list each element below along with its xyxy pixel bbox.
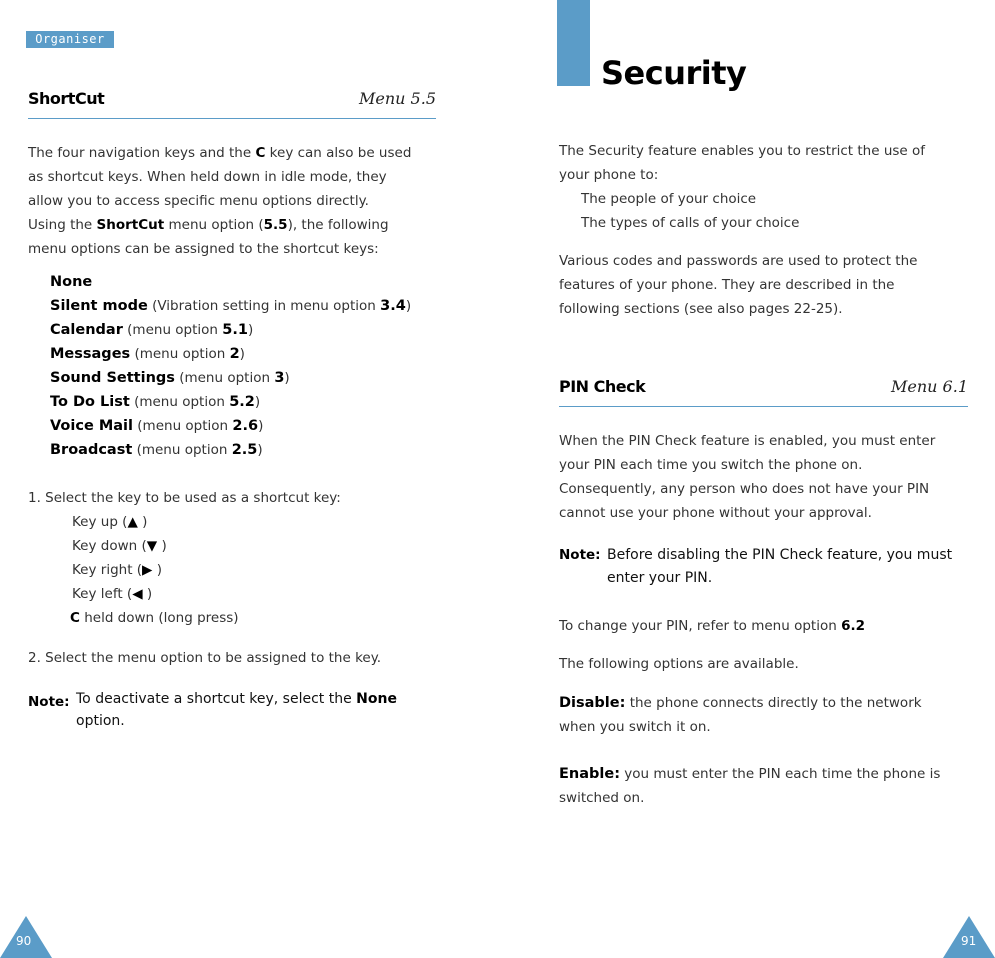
option-sound-settings: Sound Settings (menu option 3) [50, 370, 290, 386]
security-title: Security [601, 54, 747, 92]
option-silent-mode: Silent mode (Vibration setting in menu option 3.4) [50, 298, 412, 314]
right-note-line-1: Before disabling the PIN Check feature, you must [607, 547, 953, 563]
shortcut-rule [28, 118, 436, 119]
disable-option: Disable: the phone connects directly to the network [559, 695, 922, 711]
option-broadcast: Broadcast (menu option 2.5) [50, 442, 263, 458]
shortcut-title: ShortCut [28, 89, 105, 108]
left-note-line-1: To deactivate a shortcut key, select the None [76, 691, 397, 707]
shortcut-menu-ref: Menu 5.5 [359, 89, 436, 108]
change-pin-text: To change your PIN, refer to menu option 6.2 [559, 618, 865, 634]
option-messages: Messages (menu option 2) [50, 346, 245, 362]
left-note-line-2: option. [76, 713, 125, 729]
pin-desc-line-3: Consequently, any person who does not have your PIN [559, 481, 930, 497]
enable-option: Enable: you must enter the PIN each time the phone is [559, 766, 941, 782]
key-right: Key right (▶ ) [72, 562, 162, 578]
title-accent-bar [557, 0, 590, 86]
codes-line-1: Various codes and passwords are used to protect the [559, 253, 918, 269]
option-none: None [50, 274, 93, 290]
arrow-right-icon: ▶ [142, 562, 153, 578]
pin-desc-line-4: cannot use your phone without your approval. [559, 505, 872, 521]
option-to-do-list: To Do List (menu option 5.2) [50, 394, 261, 410]
step-1: 1. Select the key to be used as a shortcut key: [28, 490, 341, 506]
page-number-right: 91 [961, 934, 977, 948]
pin-check-description [559, 433, 935, 529]
right-note-label: Note: [559, 547, 601, 563]
option-calendar: Calendar (menu option 5.1) [50, 322, 254, 338]
enable-option-line-2: switched on. [559, 790, 645, 806]
options-available-text: The following options are available. [559, 656, 799, 672]
codes-line-3: following sections (see also pages 22-25). [559, 301, 843, 317]
intro-line-5: menu options can be assigned to the shortcut keys: [28, 241, 379, 257]
intro-line-4: Using the ShortCut menu option (5.5), the following [28, 217, 389, 233]
shortcut-options-list [50, 274, 411, 466]
key-c-long-press: C held down (long press) [70, 610, 239, 626]
arrow-left-icon: ◀ [132, 586, 143, 602]
arrow-down-icon: ▼ [146, 538, 158, 554]
left-note [28, 691, 70, 710]
page-number-left: 90 [16, 934, 32, 948]
pin-check-menu-ref: Menu 6.1 [891, 377, 968, 396]
pin-desc-line-1: When the PIN Check feature is enabled, you must enter [559, 433, 936, 449]
key-list [72, 514, 239, 634]
intro-line-2: as shortcut keys. When held down in idle mode, they [28, 169, 387, 185]
pin-desc-line-2: your PIN each time you switch the phone on. [559, 457, 863, 473]
key-left: Key left (◀ ) [72, 586, 153, 602]
key-up: Key up (▲ ) [72, 514, 148, 530]
security-intro-line-2: your phone to: [559, 167, 659, 183]
key-down: Key down (▼ ) [72, 538, 167, 554]
pin-check-title: PIN Check [559, 377, 646, 396]
security-codes [559, 253, 917, 325]
section-tag: Organiser [26, 31, 114, 48]
right-note-line-2: enter your PIN. [607, 570, 713, 586]
security-intro-item-2: The types of calls of your choice [581, 215, 800, 231]
disable-option-line-2: when you switch it on. [559, 719, 711, 735]
intro-line-1: The four navigation keys and the C key can also be used [28, 145, 412, 161]
intro-line-3: allow you to access specific menu options directly. [28, 193, 369, 209]
step-2: 2. Select the menu option to be assigned to the key. [28, 650, 382, 666]
codes-line-2: features of your phone. They are described in the [559, 277, 895, 293]
note-label: Note: [28, 694, 70, 710]
arrow-up-icon: ▲ [127, 514, 138, 530]
shortcut-intro [28, 145, 411, 265]
security-intro-item-1: The people of your choice [581, 191, 757, 207]
security-intro-line-1: The Security feature enables you to restrict the use of [559, 143, 926, 159]
security-intro [559, 143, 925, 239]
option-voice-mail: Voice Mail (menu option 2.6) [50, 418, 264, 434]
pin-check-rule [559, 406, 968, 407]
